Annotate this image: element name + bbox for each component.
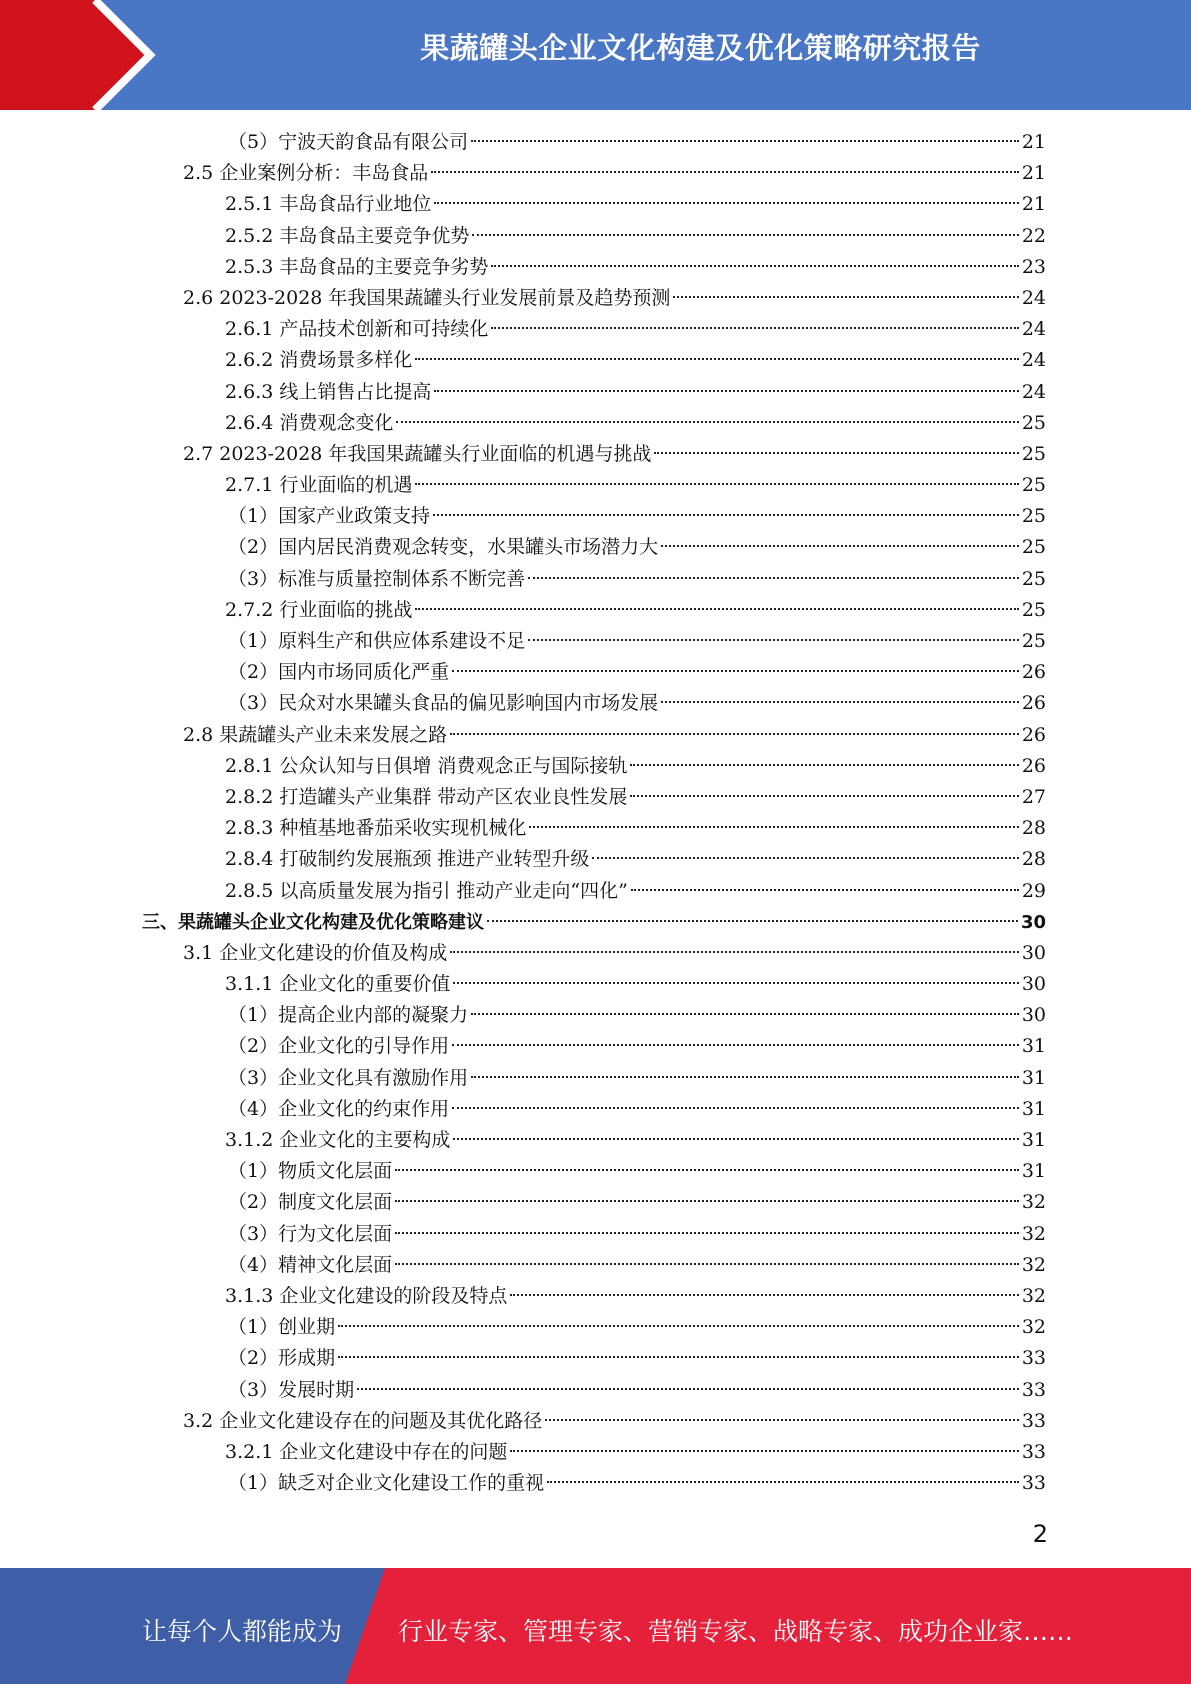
toc-entry-page: 32 xyxy=(1021,1316,1046,1339)
toc-entry[interactable] xyxy=(0,408,1191,439)
toc-dot-leader xyxy=(673,296,1018,298)
toc-entry-label: 3.2 企业文化建设存在的问题及其优化路径 xyxy=(183,1409,543,1432)
toc-entry-label: 2.5.2 丰岛食品主要竞争优势 xyxy=(225,224,470,247)
toc-entry-line xyxy=(225,314,1046,345)
toc-entry-page: 31 xyxy=(1021,1097,1046,1120)
toc-dot-leader xyxy=(529,826,1018,828)
toc-entry-line xyxy=(225,1125,1046,1156)
footer-tagline: 行业专家、管理专家、营销专家、战略专家、成功企业家…… xyxy=(398,1617,1074,1646)
footer-slogan: 让每个人都能成为 xyxy=(142,1617,343,1646)
toc-entry-page: 21 xyxy=(1021,162,1046,185)
toc-entry[interactable] xyxy=(0,532,1191,563)
toc-entry[interactable] xyxy=(0,439,1191,470)
toc-entry-line xyxy=(225,1281,1046,1312)
toc-entry-line xyxy=(225,470,1046,501)
toc-entry-line xyxy=(183,1406,1046,1437)
toc-entry-page: 25 xyxy=(1021,411,1046,434)
toc-entry-label: 2.8.2 打造罐头产业集群 带动产区农业良性发展 xyxy=(225,785,628,808)
toc-entry-line xyxy=(225,751,1046,782)
toc-dot-leader xyxy=(631,889,1019,891)
toc-entry-line xyxy=(183,938,1046,969)
toc-entry-page: 33 xyxy=(1021,1347,1046,1370)
toc-entry-label: （1）缺乏对企业文化建设工作的重视 xyxy=(228,1472,545,1495)
toc-dot-leader xyxy=(491,265,1018,267)
toc-entry-line xyxy=(225,189,1046,220)
toc-entry[interactable] xyxy=(0,470,1191,501)
toc-entry-label: 3.2.1 企业文化建设中存在的问题 xyxy=(225,1440,508,1463)
toc-entry[interactable] xyxy=(0,969,1191,1000)
toc-entry-line xyxy=(225,813,1046,844)
toc-entry[interactable] xyxy=(0,158,1191,189)
toc-entry-label: （4）企业文化的约束作用 xyxy=(228,1097,450,1120)
toc-dot-leader xyxy=(471,1076,1019,1078)
toc-dot-leader xyxy=(630,795,1018,797)
toc-entry-line xyxy=(228,564,1046,595)
toc-entry[interactable] xyxy=(0,345,1191,376)
toc-dot-leader xyxy=(453,1138,1018,1140)
toc-entry[interactable] xyxy=(0,1000,1191,1031)
toc-entry-label: 2.6 2023-2028 年我国果蔬罐头行业发展前景及趋势预测 xyxy=(183,286,671,309)
toc-entry-line xyxy=(225,782,1046,813)
toc-entry-page: 24 xyxy=(1021,318,1046,341)
toc-entry-label: （2）企业文化的引导作用 xyxy=(228,1035,450,1058)
toc-entry-label: （1）物质文化层面 xyxy=(228,1160,393,1183)
toc-entry-page: 23 xyxy=(1021,255,1046,278)
toc-entry-label: （2）国内市场同质化严重 xyxy=(228,661,450,684)
toc-entry-label: （3）标准与质量控制体系不断完善 xyxy=(228,567,526,590)
toc-entry-label: （1）原料生产和供应体系建设不足 xyxy=(228,630,526,652)
toc-entry-line xyxy=(225,595,1046,626)
toc-entry-label: （2）国内居民消费观念转变，水果罐头市场潜力大 xyxy=(228,536,659,559)
toc-dot-leader xyxy=(452,1107,1019,1109)
toc-dot-leader xyxy=(654,452,1018,454)
toc-dot-leader xyxy=(357,1388,1019,1390)
toc-entry-page: 30 xyxy=(1021,973,1046,996)
toc-entry-label: 2.8.5 以高质量发展为指引 推动产业走向“四化” xyxy=(225,879,628,902)
toc-entry-line xyxy=(225,252,1046,283)
toc-dot-leader xyxy=(510,1294,1018,1296)
toc-entry-label: （4）精神文化层面 xyxy=(228,1253,393,1276)
toc-entry[interactable] xyxy=(0,1468,1191,1499)
toc-dot-leader xyxy=(434,202,1018,204)
toc-entry-label: 2.6.4 消费观念变化 xyxy=(225,411,394,434)
toc-entry-line xyxy=(228,532,1046,563)
toc-entry-line xyxy=(183,720,1046,751)
toc-entry[interactable] xyxy=(0,938,1191,969)
toc-dot-leader xyxy=(450,951,1019,953)
toc-dot-leader xyxy=(452,670,1019,672)
toc-entry-line xyxy=(228,626,1046,657)
toc-entry-label: 2.5 企业案例分析：丰岛食品 xyxy=(183,162,429,185)
toc-entry-line xyxy=(183,439,1046,470)
toc-entry-page: 26 xyxy=(1021,723,1046,746)
toc-entry[interactable] xyxy=(0,252,1191,283)
toc-entry-label: 2.7 2023-2028 年我国果蔬罐头行业面临的机遇与挑战 xyxy=(183,442,652,465)
toc-entry-page: 21 xyxy=(1021,193,1046,216)
toc-entry[interactable] xyxy=(0,1250,1191,1281)
toc-entry-label: 2.8.1 公众认知与日俱增 消费观念正与国际接轨 xyxy=(225,754,628,777)
page-number: 2 xyxy=(1032,1520,1048,1548)
toc-entry[interactable] xyxy=(0,1343,1191,1374)
toc-dot-leader xyxy=(395,1263,1019,1265)
toc-entry-page: 24 xyxy=(1021,286,1046,309)
toc-entry-line xyxy=(228,1031,1046,1062)
toc-entry[interactable] xyxy=(0,782,1191,813)
toc-entry-page: 25 xyxy=(1021,536,1046,559)
toc-entry-page: 31 xyxy=(1021,1066,1046,1089)
toc-dot-leader xyxy=(395,1232,1019,1234)
toc-entry-label: 2.8.3 种植基地番茄采收实现机械化 xyxy=(225,817,527,840)
toc-dot-leader xyxy=(472,234,1018,236)
toc-entry-page: 30 xyxy=(1021,1004,1046,1027)
toc-dot-leader xyxy=(471,1013,1019,1015)
toc-entry-label: 2.5.3 丰岛食品的主要竞争劣势 xyxy=(225,255,489,278)
toc-entry[interactable] xyxy=(0,314,1191,345)
toc-entry[interactable] xyxy=(0,813,1191,844)
toc-entry-page: 28 xyxy=(1021,817,1046,840)
toc-entry-line xyxy=(142,907,1046,938)
toc-dot-leader xyxy=(338,1325,1019,1327)
toc-entry-line xyxy=(228,501,1046,532)
toc-entry[interactable] xyxy=(0,221,1191,252)
toc-entry[interactable] xyxy=(0,1219,1191,1250)
toc-entry-label: （2）形成期 xyxy=(228,1347,336,1370)
toc-dot-leader xyxy=(395,1169,1019,1171)
toc-dot-leader xyxy=(487,920,1018,922)
toc-entry[interactable] xyxy=(0,1406,1191,1437)
toc-entry-line xyxy=(228,1468,1046,1499)
toc-entry-page: 32 xyxy=(1021,1191,1046,1214)
toc-dot-leader xyxy=(431,171,1019,173)
toc-entry-line xyxy=(183,283,1046,314)
toc-entry-page: 25 xyxy=(1021,630,1046,652)
toc-dot-leader xyxy=(510,1450,1018,1452)
toc-dot-leader xyxy=(630,764,1018,766)
toc-entry-line xyxy=(228,1094,1046,1125)
toc-entry[interactable] xyxy=(0,626,1191,657)
toc-entry[interactable] xyxy=(0,283,1191,314)
toc-entry-line xyxy=(228,688,1046,719)
toc-entry[interactable] xyxy=(0,1187,1191,1218)
toc-entry-page: 33 xyxy=(1021,1440,1046,1463)
toc-dot-leader xyxy=(396,421,1018,423)
toc-entry-label: （3）行为文化层面 xyxy=(228,1222,393,1245)
toc-entry-label: 2.7.1 行业面临的机遇 xyxy=(225,474,413,497)
toc-entry-label: 2.6.1 产品技术创新和可持续化 xyxy=(225,318,489,341)
toc-entry[interactable] xyxy=(0,377,1191,408)
toc-entry-page: 33 xyxy=(1021,1472,1046,1495)
toc-entry-label: 三、果蔬罐头企业文化构建及优化策略建议 xyxy=(142,911,484,933)
toc-entry[interactable] xyxy=(0,127,1191,158)
toc-entry-label: 2.6.2 消费场景多样化 xyxy=(225,349,413,372)
toc-dot-leader xyxy=(528,577,1019,579)
toc-entry-label: 2.7.2 行业面临的挑战 xyxy=(225,598,413,621)
toc-entry-label: （3）企业文化具有激励作用 xyxy=(228,1066,469,1089)
toc-entry[interactable] xyxy=(0,844,1191,875)
toc-entry-page: 31 xyxy=(1021,1160,1046,1183)
toc-dot-leader xyxy=(547,1481,1019,1483)
toc-entry[interactable] xyxy=(0,1375,1191,1406)
toc-entry-label: 2.6.3 线上销售占比提高 xyxy=(225,380,432,403)
toc-dot-leader xyxy=(415,483,1018,485)
toc-entry-line xyxy=(225,844,1046,875)
toc-entry-label: 3.1.1 企业文化的重要价值 xyxy=(225,973,451,996)
toc-entry-page: 29 xyxy=(1021,879,1046,902)
toc-dot-leader xyxy=(471,140,1019,142)
toc-entry-label: 3.1 企业文化建设的价值及构成 xyxy=(183,941,448,964)
toc-entry-page: 28 xyxy=(1021,848,1046,871)
toc-entry-page: 26 xyxy=(1021,661,1046,684)
toc-entry-label: （1）创业期 xyxy=(228,1316,336,1339)
toc-entry-page: 33 xyxy=(1021,1409,1046,1432)
toc-entry[interactable] xyxy=(0,657,1191,688)
page-footer xyxy=(0,1568,1191,1684)
toc-entry-line xyxy=(228,127,1046,158)
toc-entry-page: 30 xyxy=(1020,911,1046,933)
toc-entry-page: 30 xyxy=(1021,941,1046,964)
toc-dot-leader xyxy=(661,545,1019,547)
toc-entry-line xyxy=(228,1063,1046,1094)
toc-entry-label: 3.1.3 企业文化建设的阶段及特点 xyxy=(225,1284,508,1307)
toc-entry-line xyxy=(225,969,1046,1000)
toc-entry-line xyxy=(228,1000,1046,1031)
toc-entry-page: 25 xyxy=(1021,567,1046,590)
toc-dot-leader xyxy=(452,1044,1019,1046)
toc-entry-line xyxy=(225,1437,1046,1468)
toc-entry-line xyxy=(225,876,1046,907)
toc-dot-leader xyxy=(661,701,1019,703)
toc-entry-line xyxy=(225,221,1046,252)
toc-entry-line xyxy=(225,408,1046,439)
toc-entry[interactable] xyxy=(0,688,1191,719)
toc-entry[interactable] xyxy=(0,1063,1191,1094)
toc-entry-page: 32 xyxy=(1021,1284,1046,1307)
page-header xyxy=(0,0,1191,110)
toc-entry-label: 3.1.2 企业文化的主要构成 xyxy=(225,1129,451,1151)
toc-entry-label: （1）提高企业内部的凝聚力 xyxy=(228,1004,469,1027)
toc-entry-page: 26 xyxy=(1021,692,1046,715)
toc-entry[interactable] xyxy=(0,751,1191,782)
toc-dot-leader xyxy=(433,514,1019,516)
toc-entry-line xyxy=(225,345,1046,376)
toc-entry-line xyxy=(228,1187,1046,1218)
toc-entry[interactable] xyxy=(0,1125,1191,1156)
toc-dot-leader xyxy=(528,639,1019,641)
toc-entry-line xyxy=(228,1375,1046,1406)
toc-entry-line xyxy=(228,1250,1046,1281)
toc-dot-leader xyxy=(338,1356,1019,1358)
toc-entry-line xyxy=(228,1219,1046,1250)
toc-dot-leader xyxy=(434,390,1018,392)
toc-entry-label: 2.8 果蔬罐头产业未来发展之路 xyxy=(183,723,448,746)
toc-entry[interactable] xyxy=(0,564,1191,595)
toc-entry-page: 31 xyxy=(1021,1129,1046,1151)
toc-entry-page: 32 xyxy=(1021,1222,1046,1245)
toc-entry[interactable] xyxy=(0,876,1191,907)
toc-dot-leader xyxy=(592,857,1018,859)
toc-dot-leader xyxy=(545,1419,1019,1421)
toc-entry[interactable] xyxy=(0,720,1191,751)
toc-dot-leader xyxy=(450,733,1019,735)
toc-entry-line xyxy=(225,377,1046,408)
toc-entry-page: 26 xyxy=(1021,754,1046,777)
toc-entry[interactable] xyxy=(0,1437,1191,1468)
toc-entry-line xyxy=(228,1312,1046,1343)
toc-entry-label: （1）国家产业政策支持 xyxy=(228,505,431,528)
toc-entry[interactable] xyxy=(0,907,1191,938)
toc-entry-page: 32 xyxy=(1021,1253,1046,1276)
toc-dot-leader xyxy=(395,1200,1019,1202)
toc-entry-page: 24 xyxy=(1021,380,1046,403)
toc-entry-page: 31 xyxy=(1021,1035,1046,1058)
toc-entry[interactable] xyxy=(0,189,1191,220)
toc-entry-page: 25 xyxy=(1021,442,1046,465)
toc-entry-page: 27 xyxy=(1021,785,1046,808)
toc-entry-page: 24 xyxy=(1021,349,1046,372)
toc-entry-line xyxy=(183,158,1046,189)
toc-entry-label: 2.5.1 丰岛食品行业地位 xyxy=(225,193,432,216)
toc-entry[interactable] xyxy=(0,1312,1191,1343)
toc-dot-leader xyxy=(453,982,1018,984)
toc-entry-page: 33 xyxy=(1021,1378,1046,1401)
toc-entry[interactable] xyxy=(0,595,1191,626)
toc-entry-label: （3）民众对水果罐头食品的偏见影响国内市场发展 xyxy=(228,692,659,715)
toc-entry-page: 25 xyxy=(1021,474,1046,497)
toc-entry-label: （5）宁波天韵食品有限公司 xyxy=(228,131,469,153)
toc-entry-page: 22 xyxy=(1021,224,1046,247)
toc-entry-page: 21 xyxy=(1021,131,1046,153)
toc-entry[interactable] xyxy=(0,1281,1191,1312)
toc-entry[interactable] xyxy=(0,1031,1191,1062)
table-of-contents xyxy=(0,127,1191,1499)
toc-entry-line xyxy=(228,1156,1046,1187)
toc-dot-leader xyxy=(491,327,1018,329)
report-title: 果蔬罐头企业文化构建及优化策略研究报告 xyxy=(420,31,981,65)
toc-entry-label: （2）制度文化层面 xyxy=(228,1191,393,1214)
toc-entry[interactable] xyxy=(0,1094,1191,1125)
toc-entry-page: 25 xyxy=(1021,505,1046,528)
toc-entry-line xyxy=(228,1343,1046,1374)
toc-entry[interactable] xyxy=(0,1156,1191,1187)
toc-entry[interactable] xyxy=(0,501,1191,532)
toc-entry-label: （3）发展时期 xyxy=(228,1378,355,1401)
toc-dot-leader xyxy=(415,358,1018,360)
toc-dot-leader xyxy=(415,608,1018,610)
toc-entry-page: 25 xyxy=(1021,598,1046,621)
toc-entry-line xyxy=(228,657,1046,688)
toc-entry-label: 2.8.4 打破制约发展瓶颈 推进产业转型升级 xyxy=(225,848,590,871)
